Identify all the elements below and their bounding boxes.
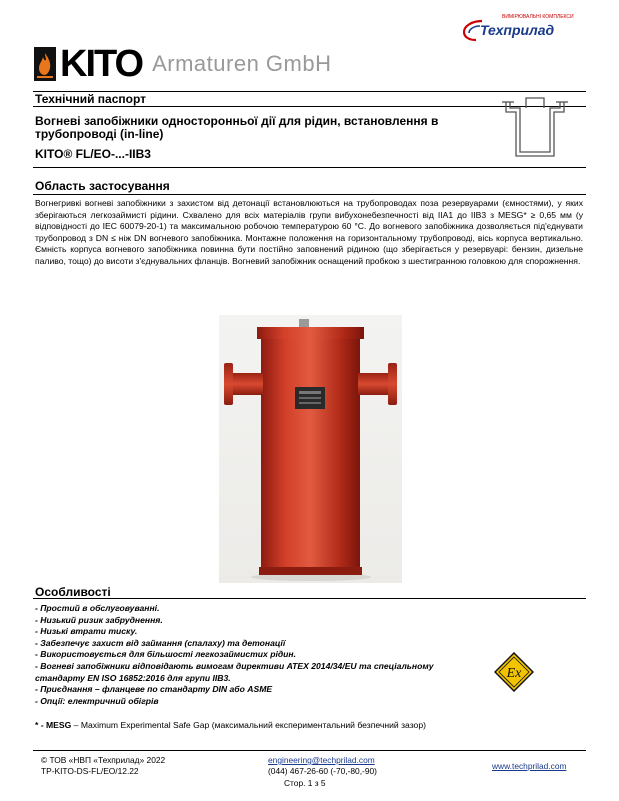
- partner-word: Техприлад: [480, 22, 555, 38]
- list-item: - Забезпечує захист від займання (спалаху) та детонації: [35, 637, 286, 648]
- features-heading: Особливості: [35, 585, 111, 599]
- ex-mark-label: Ex: [506, 666, 522, 681]
- divider: [33, 598, 586, 599]
- footer-doc-code: TP-KITO-DS-FL/EO/12.22: [41, 766, 139, 776]
- document-type: Технічний паспорт: [35, 92, 147, 106]
- atex-ex-icon: [494, 652, 534, 692]
- page-number: Стор. 1 з 5: [284, 778, 326, 788]
- footer-copyright: © ТОВ «НВП «Техприлад» 2022: [41, 755, 166, 765]
- footer-website-link[interactable]: www.techprilad.com: [492, 761, 567, 771]
- footer-email-link[interactable]: engineering@techprilad.com: [268, 755, 375, 765]
- features-list: [35, 603, 475, 707]
- partner-tagline: ВИМІРЮВАЛЬНІ КОМПЛЕКСИ: [502, 14, 574, 20]
- list-item: - Опції: електричний обігрів: [35, 695, 159, 706]
- scope-heading: Область застосування: [35, 179, 170, 193]
- list-item: - Простий в обслуговуванні.: [35, 603, 160, 613]
- list-item: - Використовується для більшості легкозаймистих рідин.: [35, 649, 297, 660]
- list-item: - Низький ризик забруднення.: [35, 614, 163, 625]
- list-item: - Вогневі запобіжники відповідають вимогам директиви ATEX 2014/34/EU та спеціальному стандарту EN ISO 16852:2016 для групи IIB3.: [35, 660, 434, 683]
- footnote-text: – Maximum Experimental Safe Gap (максимальний експериментальний безпечний зазор): [71, 720, 426, 730]
- partner-logo: [462, 14, 582, 44]
- flame-icon: [34, 47, 56, 81]
- footnote-marker: * - MESG: [35, 720, 72, 730]
- divider: [33, 194, 586, 195]
- document-title: Вогневі запобіжники односторонньої дії для рідин, встановлення в трубопроводі (in-line): [35, 114, 439, 141]
- footnote: [35, 720, 595, 730]
- brand-word: KITO: [60, 43, 143, 85]
- divider: [33, 167, 586, 168]
- inline-pipe-icon: [500, 94, 570, 162]
- scope-paragraph: Вогнегривкі вогневі запобіжники з захистом від детонації встановлюються на трубопроводах поза резервуарами (ємностями), у яких зберігаються легкозаймисті рідини. Схвалено для всіх матеріалів групи вибухонебезпечності від IIA1 до IIB3 з MESG* ≥ 0,65 мм (у відповідності до IEC 60079-20-1) та максимальною робочою температурою 60 °C. До вогневого запобіжника дозволяється під'єднувати трубопровод з DN ≤ ніж DN вогневого запобіжника. Монтажне положення на горизонтальному трубопроводі, вісь корпуса вертикально. Ємність корпуса вогневого запобіжника повинна бути постійно заповнений рідиною (що зберігається у резервуарі: бензин, дизельне паливо, тощо) до висоти з'єднувальних фланців. Вогневий запобіжник оснащений пробкою з шестигранною головкою для спорожнення.: [35, 198, 583, 266]
- divider: [33, 750, 586, 751]
- model-code: KITO® FL/EO-...-IIB3: [35, 147, 151, 161]
- kito-logo: [34, 42, 334, 86]
- list-item: - Приєднання – фланцеве по стандарту DIN або ASME: [35, 684, 273, 695]
- list-item: - Низькі втрати тиску.: [35, 626, 138, 637]
- product-photo: [219, 315, 402, 583]
- brand-subtitle: Armaturen GmbH: [152, 51, 332, 76]
- footer-phone: (044) 467-26-60 (-70,-80,-90): [268, 766, 377, 776]
